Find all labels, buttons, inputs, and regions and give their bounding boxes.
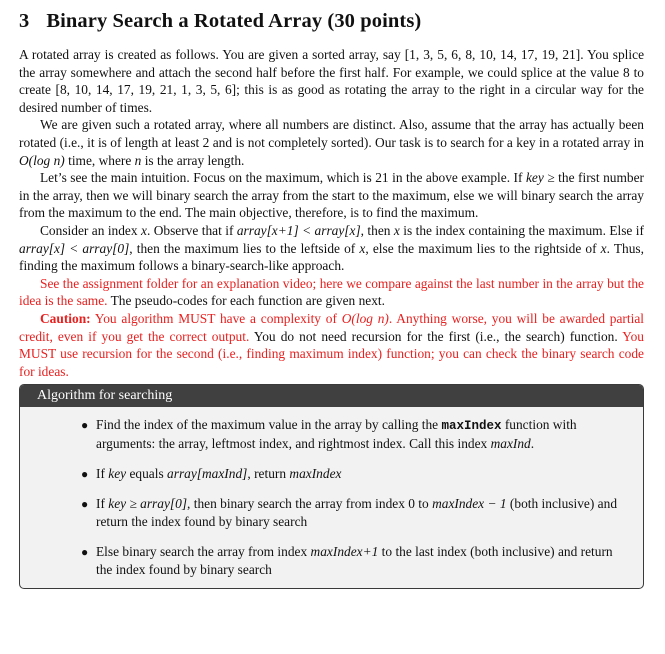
text: We are given such a rotated array, where all numbers are distinct. Also, assume that the array has actually been rotated (i.e., it is of length at least 2 and is not completely sorted). Our task is to search for a key in a rotated array in <box>19 117 644 150</box>
math-key: key <box>108 466 127 482</box>
paragraph-index-observation <box>19 222 644 275</box>
text: If <box>96 496 109 512</box>
paragraph-caution <box>19 310 644 380</box>
text: Find the index of the maximum value in the array by calling the <box>96 417 442 433</box>
math-x: x <box>359 240 366 256</box>
math-array-maxind: array[maxInd] <box>167 466 248 482</box>
math-maxindex-plus-one: maxIndex+1 <box>310 544 379 560</box>
text: the first number in the array, then we will binary search the array from the start to the maximum, else we will binary search the array from the maximum to the end. The main objective, therefore, is to find the maximum. <box>19 170 644 221</box>
text: If <box>96 466 109 482</box>
paragraph-task <box>19 116 644 169</box>
paragraph-video-note <box>19 275 644 310</box>
text: , then <box>360 222 394 238</box>
text: (both inclusive) and return the index found by binary search <box>96 496 618 530</box>
text: equals <box>126 466 168 482</box>
text: to the last index (both inclusive) and return the index found by binary search <box>96 544 613 578</box>
text: The pseudo-codes for each function are given next. <box>107 293 386 309</box>
algorithm-step <box>81 495 621 531</box>
math-sorted-array: [1, 3, 5, 6, 8, 10, 14, 17, 19, 21] <box>404 47 581 62</box>
math-complexity: O(log n) <box>341 310 389 326</box>
math-maxindex-minus-one: maxIndex − 1 <box>432 496 507 512</box>
text: . Thus, finding the maximum follows a binary-search-like approach. <box>19 240 644 274</box>
red-note: . Anything worse, you will be awarded partial credit, even if you get the correct output. <box>19 310 644 344</box>
text: Let’s see the main intuition. Focus on the maximum, which is 21 in the above example. If <box>40 170 526 186</box>
math-condition: array[x] < array[0] <box>19 240 130 256</box>
text: . Observe that if <box>146 222 237 238</box>
text: ; this is as good as rotating the array to the right in a circular way for the desired number of times. <box>19 82 644 115</box>
math-rotated-array: [8, 10, 14, 17, 19, 21, 1, 3, 5, 6] <box>55 82 237 98</box>
bullet-icon: ● <box>81 497 89 512</box>
red-note: You algorithm MUST have a complexity of <box>90 310 342 326</box>
text: function with arguments: the array, leftmost index, and rightmost index. Call this index <box>96 417 577 452</box>
math-x: x <box>600 240 607 256</box>
text: , then the maximum lies to the leftside of <box>129 240 360 256</box>
code-maxindex: maxIndex <box>441 419 502 434</box>
text: Consider an index <box>40 222 141 238</box>
section-title: Binary Search a Rotated Array (30 points) <box>46 10 422 32</box>
algorithm-steps <box>20 407 643 588</box>
math-complexity: O(log n) <box>19 152 65 168</box>
math-maxindex: maxIndex <box>289 466 342 482</box>
paragraph-intuition <box>19 169 644 222</box>
text: is the index containing the maximum. Else if <box>399 222 644 238</box>
section-heading <box>19 10 644 33</box>
text: is the array length. <box>141 152 245 168</box>
text: You do not need recursion for the first (i.e., the search) function. <box>249 328 618 344</box>
math-key-condition: key ≥ <box>525 170 555 186</box>
math-x: x <box>393 222 400 238</box>
text: . You splice the array somewhere and attach the second half before the first half. For example, we could splice at the value 8 to create <box>19 47 645 98</box>
algorithm-step <box>81 543 621 579</box>
text: time, where <box>64 152 135 168</box>
math-maxind: maxInd <box>490 436 531 452</box>
text: . <box>530 436 535 452</box>
paragraph-rotated-array-definition <box>19 46 644 116</box>
text: , else the maximum lies to the rightside of <box>365 240 601 256</box>
bullet-icon: ● <box>81 545 89 560</box>
algorithm-title: Algorithm for searching <box>20 385 643 407</box>
section-number: 3 <box>19 10 30 32</box>
text: , then binary search the array from index 0 to <box>187 496 433 512</box>
algorithm-step <box>81 416 621 453</box>
bullet-icon: ● <box>81 418 89 433</box>
algorithm-step <box>81 465 621 483</box>
math-key-condition: key ≥ array[0] <box>108 496 188 512</box>
math-condition: array[x+1] < array[x] <box>236 222 361 238</box>
red-note: You MUST use recursion for the second (i.e., finding maximum index) function; you can check the binary search code for ideas. <box>19 328 644 379</box>
math-n: n <box>134 152 142 168</box>
text: A rotated array is created as follows. You are given a sorted array, say <box>19 47 405 62</box>
text: , return <box>247 466 290 482</box>
bullet-icon: ● <box>81 467 89 482</box>
algorithm-box <box>19 384 644 589</box>
red-note: See the assignment folder for an explanation video; here we compare against the last number in the array but the idea is the same. <box>19 275 644 309</box>
caution-label: Caution: <box>40 310 91 326</box>
math-x: x <box>140 222 147 238</box>
text: Else binary search the array from index <box>96 544 311 560</box>
